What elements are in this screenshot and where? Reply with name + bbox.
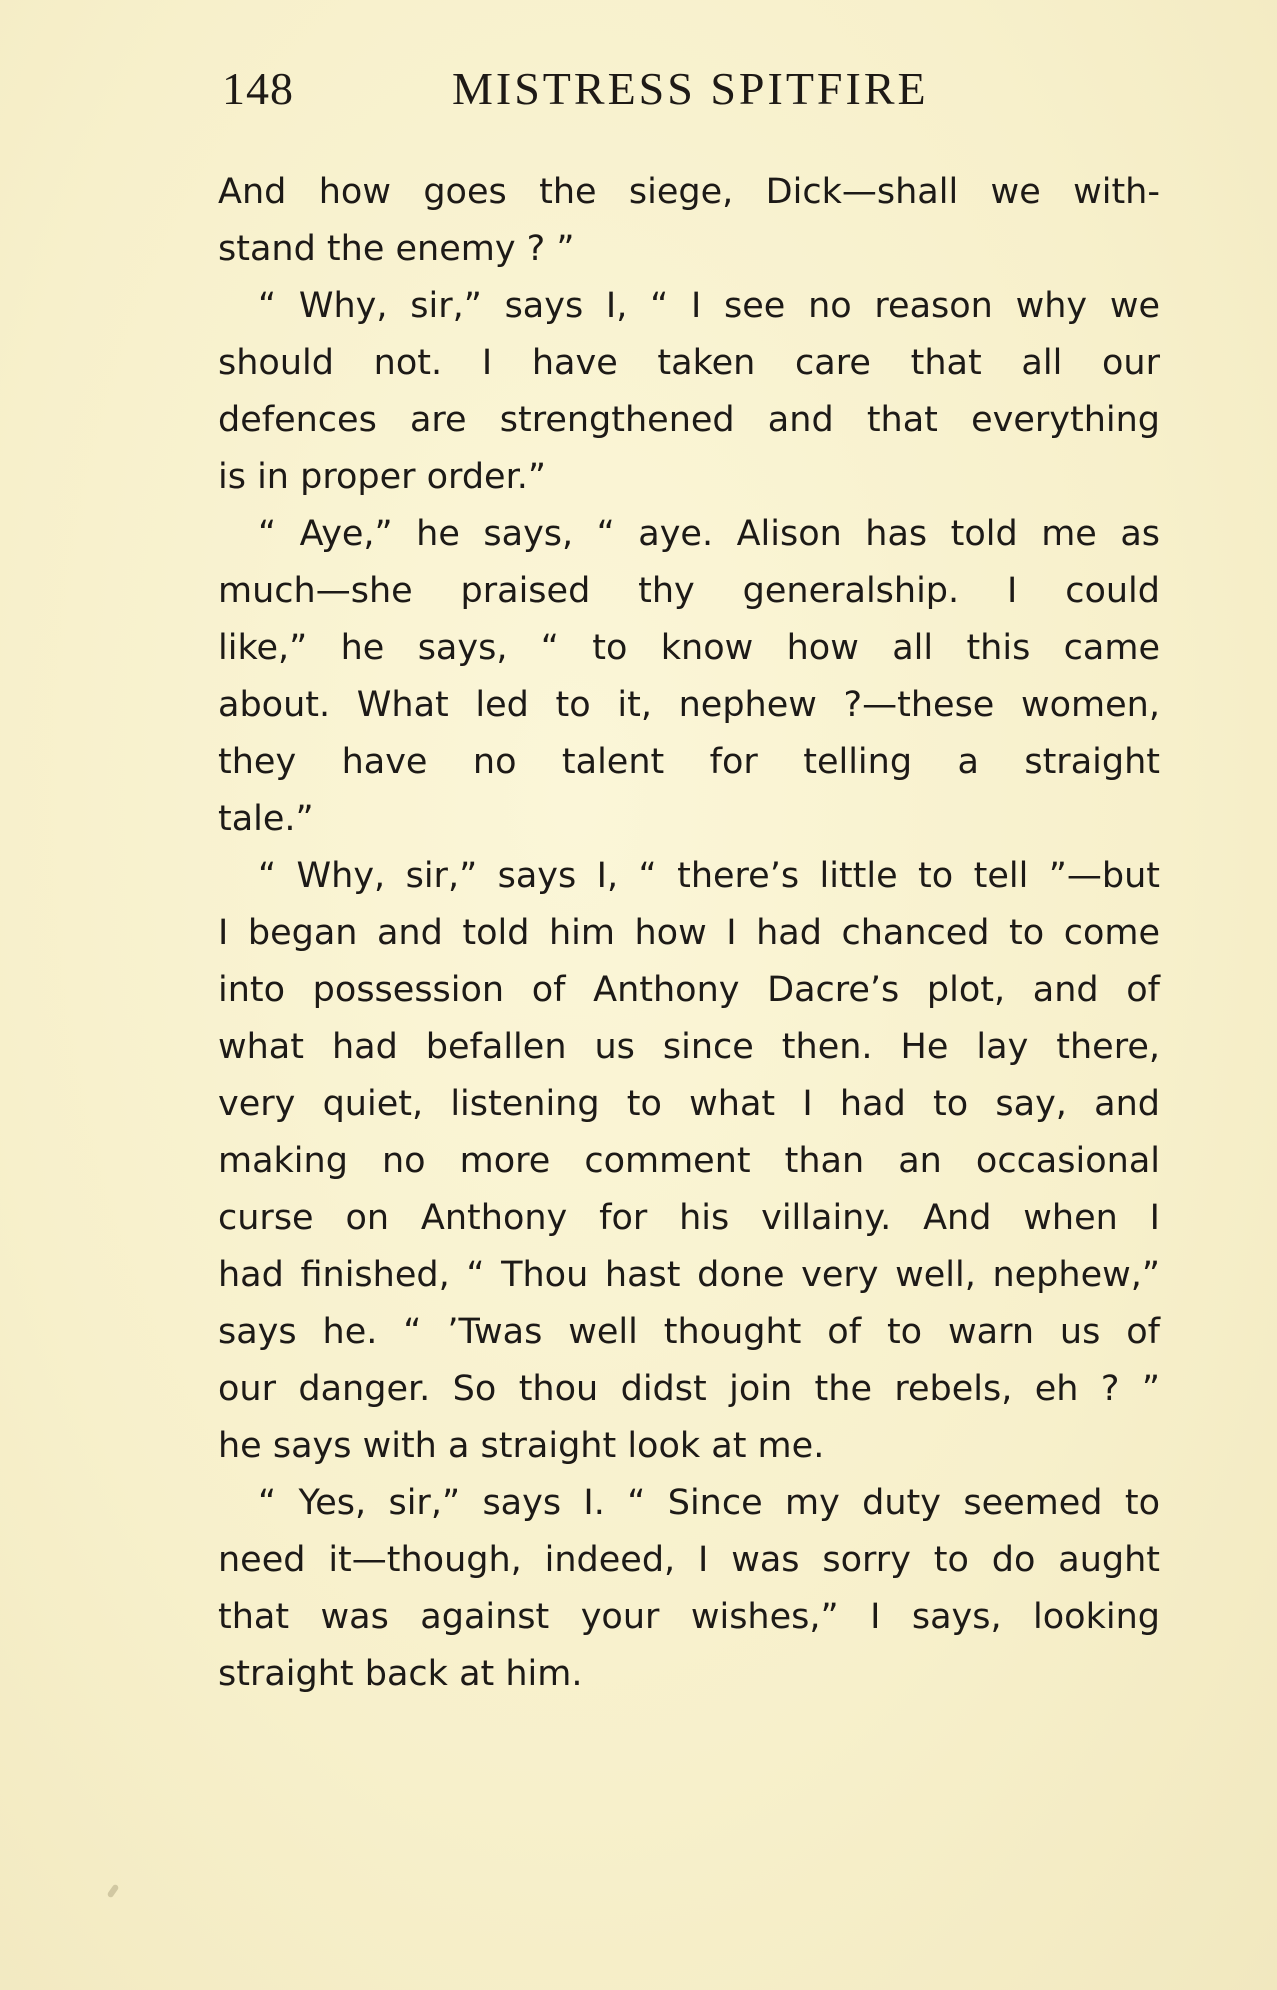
text-line: much—she praised thy generalship. I could (218, 571, 1160, 611)
paper-speck (107, 1884, 120, 1899)
page-header (216, 62, 1166, 122)
text-line: tale.” (218, 799, 314, 839)
text-line: should not. I have taken care that all our (218, 343, 1160, 383)
text-line: making no more comment than an occasional (218, 1141, 1160, 1181)
text-line: “ Aye,” he says, “ aye. Alison has told me as (258, 514, 1160, 554)
text-line: stand the enemy ? ” (218, 229, 575, 269)
text-line: our danger. So thou didst join the rebels, eh ? ” (218, 1369, 1160, 1409)
text-line: I began and told him how I had chanced to come (218, 913, 1160, 953)
text-line: need it—though, indeed, I was sorry to do aught (218, 1540, 1160, 1580)
running-title: MISTRESS SPITFIRE (452, 63, 929, 114)
text-line: like,” he says, “ to know how all this came (218, 628, 1160, 668)
text-line: “ Yes, sir,” says I. “ Since my duty seemed to (258, 1483, 1160, 1523)
text-line: they have no talent for telling a straight (218, 742, 1160, 782)
text-line: what had befallen us since then. He lay there, (218, 1027, 1160, 1067)
body-text (218, 164, 1160, 1703)
text-line: that was against your wishes,” I says, looking (218, 1597, 1160, 1637)
text-line: “ Why, sir,” says I, “ there’s little to tell ”—but (258, 856, 1160, 896)
text-line: about. What led to it, nephew ?—these women, (218, 685, 1160, 725)
text-line: says he. “ ’Twas well thought of to warn us of (218, 1312, 1160, 1352)
text-line: had finished, “ Thou hast done very well, nephew,” (218, 1255, 1160, 1295)
text-line: he says with a straight look at me. (218, 1426, 825, 1466)
text-line: straight back at him. (218, 1654, 583, 1694)
text-line: curse on Anthony for his villainy. And when I (218, 1198, 1160, 1238)
text-line: defences are strengthened and that everything (218, 400, 1160, 440)
text-line: very quiet, listening to what I had to say, and (218, 1084, 1160, 1124)
page-number: 148 (222, 63, 294, 114)
text-line: “ Why, sir,” says I, “ I see no reason why we (258, 286, 1160, 326)
text-line: And how goes the siege, Dick—shall we with- (218, 172, 1160, 212)
text-line: into possession of Anthony Dacre’s plot, and of (218, 970, 1160, 1010)
text-line: is in proper order.” (218, 457, 547, 497)
